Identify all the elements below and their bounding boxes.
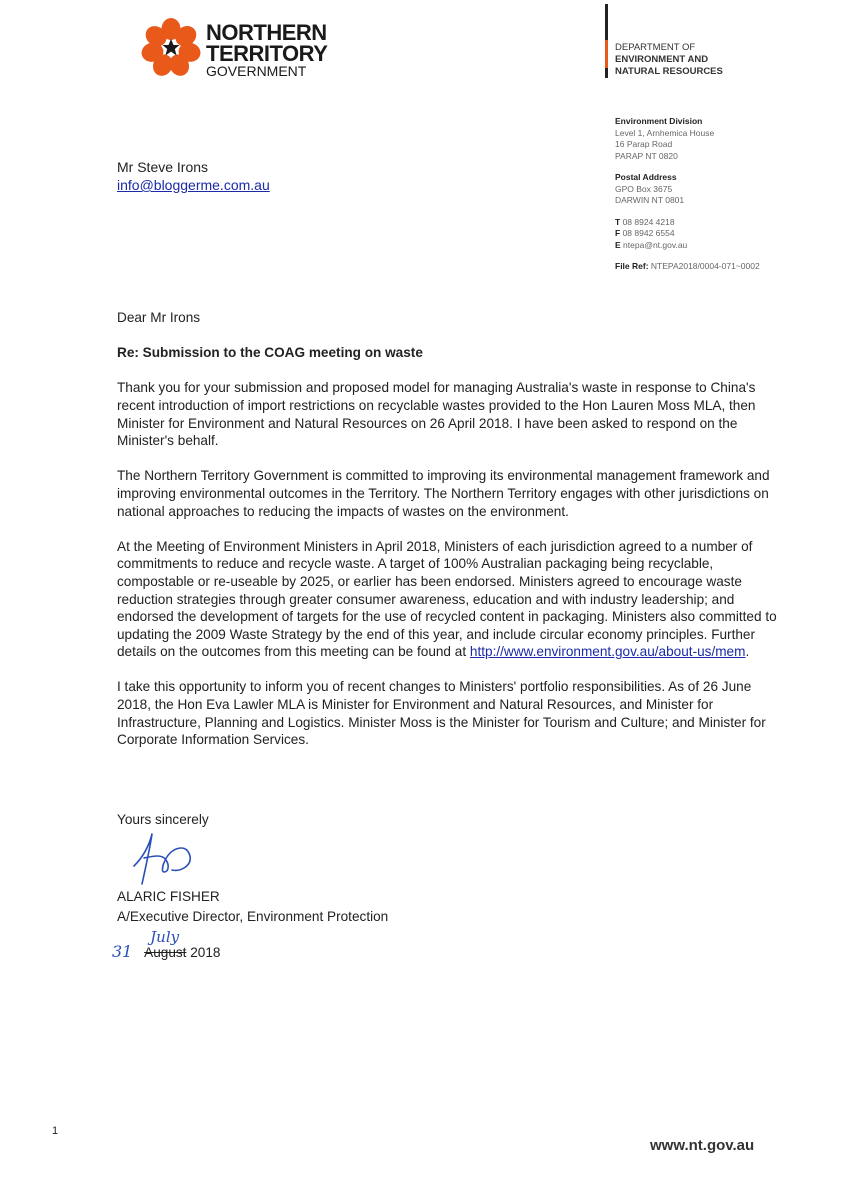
date-day-handwritten: 31 <box>112 942 133 961</box>
date-month-handwritten: July <box>150 928 180 946</box>
paragraph-1: Thank you for your submission and proposed model for managing Australia's waste in response to China's recent introduction of import restrictions on recyclable wastes provided to the Hon Lauren Moss MLA, then Minister for Environment and Natural Resources on 26 April 2018. I have been asked to respond on the Minister's behalf. <box>117 380 756 449</box>
dept-line-3: NATURAL RESOURCES <box>615 66 723 77</box>
paragraph-2: The Northern Territory Government is committed to improving its environmental management framework and improving environmental outcomes in the Territory. The Northern Territory engages with other jurisdictions on national approaches to reducing the impacts of wastes on the environment. <box>117 468 770 519</box>
fax-row: F 08 8942 6554 <box>615 228 675 238</box>
nt-government-logo <box>140 16 330 82</box>
postal-heading: Postal Address <box>615 172 677 182</box>
file-ref: File Ref: NTEPA2018/0004-071~0002 <box>615 261 760 271</box>
phone-contacts <box>615 217 845 252</box>
salutation: Dear Mr Irons <box>117 310 201 325</box>
division-line: 16 Parap Road <box>615 139 673 149</box>
phone-row: T 08 8924 4218 <box>615 216 675 227</box>
date-month-printed: August <box>144 945 187 960</box>
division-heading: Environment Division <box>615 116 703 126</box>
addressee-email-link[interactable]: info@bloggerme.com.au <box>117 177 270 193</box>
division-line: Level 1, Arnhemica House <box>615 127 715 138</box>
paragraph-3: At the Meeting of Environment Ministers in April 2018, Ministers of each jurisdiction agreed to a number of commitments to reduce and recycle waste. A target of 100% Australian packaging being recyclable, compostable or re-useable by 2025, or earlier has been endorsed. Ministers agreed to encourage waste reduction strategies through greater consumer awareness, education and with industry leadership; and endorsed the development of targets for the use of recycled content in packaging. Ministers also committed to updating the 2009 Waste Strategy by the end of this year, and include circular economy principles. Further details on the outcomes from this meeting can be found at http://www.environment.gov.au/about-us/mem. <box>117 538 777 660</box>
signatory-name: ALARIC FISHER <box>117 889 220 904</box>
handwritten-signature <box>128 826 208 895</box>
signatory <box>117 887 388 927</box>
page-number: 1 <box>52 1125 59 1137</box>
addressee-name: Mr Steve Irons <box>117 159 209 175</box>
letter-body <box>117 309 782 766</box>
division-line: PARAP NT 0820 <box>615 150 678 161</box>
logo-text-territory: TERRITORY <box>206 41 328 66</box>
footer-website: www.nt.gov.au <box>650 1137 755 1154</box>
closing: Yours sincerely <box>117 812 209 827</box>
paragraph-4: I take this opportunity to inform you of recent changes to Ministers' portfolio responsibilities. As of 26 June 2018, the Hon Eva Lawler MLA is Minister for Environment and Natural Resources, and Minister for Infrastructure, Planning and Logistics. Minister Moss is the Minister for Tourism and Culture; and Minister for Corporate Information Services. <box>117 679 766 748</box>
addressee-block <box>117 158 270 194</box>
department-name <box>615 42 723 78</box>
contact-block <box>615 116 845 273</box>
email-row: E ntepa@nt.gov.au <box>615 239 688 250</box>
postal-line: GPO Box 3675 <box>615 183 673 194</box>
date-year: 2018 <box>190 945 221 960</box>
letter-date <box>112 928 221 961</box>
subject-line: Re: Submission to the COAG meeting on waste <box>117 345 423 361</box>
dept-line-1: DEPARTMENT OF <box>615 42 696 53</box>
logo-text-northern: NORTHERN <box>206 20 327 45</box>
dept-line-2: ENVIRONMENT AND <box>615 54 709 65</box>
postal-line: DARWIN NT 0801 <box>615 195 685 205</box>
division-address <box>615 116 845 162</box>
dept-accent-bar <box>605 40 608 68</box>
desert-rose-icon <box>140 16 202 80</box>
logo-text-government: GOVERNMENT <box>206 63 307 79</box>
signatory-title: A/Executive Director, Environment Protection <box>117 909 389 924</box>
environment-gov-link[interactable]: http://www.environment.gov.au/about-us/mem <box>469 644 746 660</box>
postal-address <box>615 172 845 207</box>
